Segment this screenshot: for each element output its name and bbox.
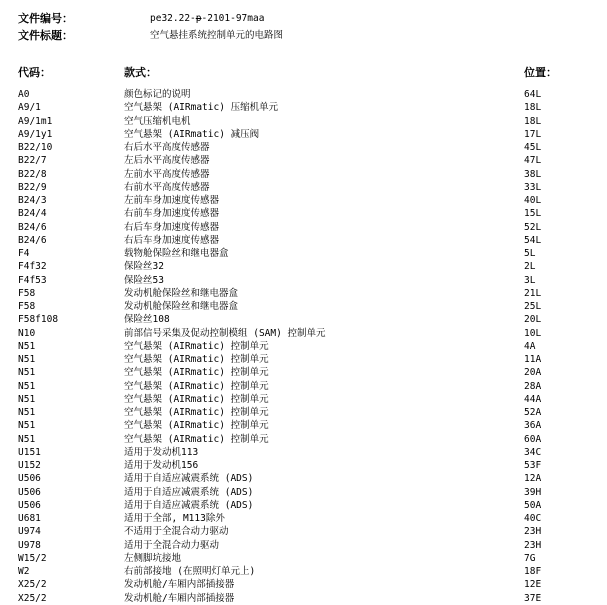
description-cell: 右前部接地 (在照明灯单元上) (124, 566, 256, 577)
position-cell: 39H (524, 486, 542, 498)
position-cell: 23H (524, 539, 542, 551)
list-item (0, 578, 607, 591)
description-cell: 发动机舱保险丝和继电器盒 (124, 301, 239, 312)
list-item (0, 181, 607, 194)
list-item (0, 565, 607, 578)
list-item (0, 221, 607, 234)
position-cell: 64L (524, 89, 542, 100)
description-cell: 适用于自适应减震系统 (ADS) (124, 473, 254, 485)
code-cell: N51 (18, 354, 36, 365)
code-cell: A9/1 (18, 102, 41, 114)
position-cell: 15L (524, 208, 542, 220)
description-cell: 发动机舱/车厢内部插接器 (124, 579, 235, 591)
list-item (0, 459, 607, 472)
list-item (0, 115, 607, 128)
code-cell: U151 (18, 446, 41, 458)
list-item (0, 433, 607, 446)
doc-number-prefix: pe32.22- (150, 13, 196, 24)
description-cell: 右后水平高度传感器 (124, 142, 210, 153)
code-cell: N51 (18, 407, 36, 418)
code-cell: U152 (18, 460, 41, 471)
description-cell: 空气悬架 (AIRmatic) 压缩机单元 (124, 102, 279, 114)
position-cell: 11A (524, 354, 542, 365)
list-item (0, 340, 607, 353)
position-cell: 60A (524, 433, 542, 445)
code-cell: B24/4 (18, 208, 47, 220)
list-item (0, 88, 607, 101)
position-cell: 38L (524, 168, 542, 180)
doc-title-label: 文件标题： (18, 29, 73, 42)
code-cell: B22/8 (18, 168, 47, 180)
position-cell: 52A (524, 407, 542, 418)
position-cell: 12A (524, 473, 542, 485)
position-cell: 18L (524, 102, 542, 114)
description-cell: 空气压缩机电机 (124, 115, 191, 127)
code-cell: N10 (18, 327, 36, 339)
code-cell: A9/1m1 (18, 115, 53, 127)
code-cell: N51 (18, 420, 36, 432)
position-cell: 47L (524, 155, 542, 167)
description-cell: 右后车身加速度传感器 (124, 234, 220, 246)
code-cell: F4f32 (18, 261, 47, 273)
position-cell: 18L (524, 115, 542, 127)
description-cell: 空气悬架 (AIRmatic) 控制单元 (124, 380, 269, 392)
list-item (0, 486, 607, 499)
list-item (0, 207, 607, 220)
description-cell: 保险丝108 (124, 314, 170, 326)
list-item (0, 499, 607, 512)
list-item (0, 393, 607, 406)
position-cell: 10L (524, 327, 542, 339)
description-cell: 空气悬架 (AIRmatic) 控制单元 (124, 433, 269, 445)
code-cell: U978 (18, 539, 41, 551)
list-item (0, 366, 607, 379)
column-header-desc: 款式： (124, 66, 157, 79)
code-cell: U974 (18, 526, 41, 538)
code-cell: U506 (18, 499, 41, 511)
column-header-code: 代码： (18, 66, 51, 79)
position-cell: 7G (524, 552, 536, 564)
description-cell: 保险丝53 (124, 274, 164, 286)
code-cell: A9/1y1 (18, 128, 53, 140)
description-cell: 发动机舱保险丝和继电器盒 (124, 287, 239, 299)
code-cell: F4f53 (18, 274, 47, 286)
list-item (0, 539, 607, 552)
doc-number-suffix: -2101-97maa (201, 13, 265, 24)
code-cell: W2 (18, 566, 30, 577)
description-cell: 适用于自适应减震系统 (ADS) (124, 499, 254, 511)
doc-number-value (150, 12, 264, 25)
description-cell: 空气悬架 (AIRmatic) 减压阀 (124, 128, 260, 140)
description-cell: 右后车身加速度传感器 (124, 221, 220, 233)
code-cell: N51 (18, 367, 36, 379)
column-header-pos: 位置： (524, 66, 557, 79)
description-cell: 右前水平高度传感器 (124, 181, 210, 193)
position-cell: 28A (524, 380, 542, 392)
code-cell: U506 (18, 486, 41, 498)
code-cell: N51 (18, 380, 36, 392)
code-cell: U681 (18, 513, 41, 524)
position-cell: 20L (524, 314, 542, 326)
description-cell: 适用于全混合动力驱动 (124, 539, 220, 551)
list-item (0, 247, 607, 260)
position-cell: 52L (524, 221, 542, 233)
position-cell: 18F (524, 566, 542, 577)
list-item (0, 406, 607, 419)
list-item (0, 313, 607, 326)
position-cell: 54L (524, 234, 542, 246)
description-cell: 保险丝32 (124, 261, 164, 273)
component-list (0, 88, 607, 605)
code-cell: F58 (18, 287, 36, 299)
list-item (0, 300, 607, 313)
description-cell: 载物舱保险丝和继电器盒 (124, 248, 229, 259)
description-cell: 不适用于全混合动力驱动 (124, 526, 229, 538)
code-cell: B24/6 (18, 221, 47, 233)
list-item (0, 380, 607, 393)
list-item (0, 128, 607, 141)
position-cell: 4A (524, 340, 536, 352)
list-item (0, 141, 607, 154)
description-cell: 左后水平高度传感器 (124, 155, 210, 167)
list-item (0, 234, 607, 247)
list-item (0, 525, 607, 538)
position-cell: 40C (524, 513, 542, 524)
description-cell: 空气悬架 (AIRmatic) 控制单元 (124, 407, 269, 418)
position-cell: 50A (524, 499, 542, 511)
description-cell: 右前车身加速度传感器 (124, 208, 220, 220)
doc-title-value: 空气悬挂系统控制单元的电路图 (150, 30, 284, 41)
code-cell: W15/2 (18, 552, 47, 564)
code-cell: B22/9 (18, 181, 47, 193)
description-cell: 空气悬架 (AIRmatic) 控制单元 (124, 340, 269, 352)
position-cell: 36A (524, 420, 542, 432)
description-cell: 适用于自适应减震系统 (ADS) (124, 486, 254, 498)
list-item (0, 327, 607, 340)
position-cell: 33L (524, 181, 542, 193)
position-cell: 5L (524, 248, 536, 259)
list-item (0, 419, 607, 432)
description-cell: 适用于发动机156 (124, 460, 199, 471)
description-cell: 空气悬架 (AIRmatic) 控制单元 (124, 393, 269, 405)
list-item (0, 353, 607, 366)
description-cell: 发动机舱/车厢内部插接器 (124, 592, 235, 604)
description-cell: 空气悬架 (AIRmatic) 控制单元 (124, 420, 269, 432)
description-cell: 左前车身加速度传感器 (124, 195, 220, 206)
position-cell: 53F (524, 460, 542, 471)
position-cell: 44A (524, 393, 542, 405)
list-item (0, 154, 607, 167)
doc-number-struck: p (195, 13, 202, 24)
code-cell: B24/6 (18, 234, 47, 246)
description-cell: 左侧脚坑接地 (124, 552, 182, 564)
position-cell: 45L (524, 142, 542, 153)
list-item (0, 194, 607, 207)
position-cell: 12E (524, 579, 542, 591)
position-cell: 21L (524, 287, 542, 299)
position-cell: 25L (524, 301, 542, 312)
doc-number-label: 文件编号： (18, 12, 73, 25)
list-item (0, 260, 607, 273)
list-item (0, 552, 607, 565)
code-cell: F58 (18, 301, 36, 312)
description-cell: 空气悬架 (AIRmatic) 控制单元 (124, 367, 269, 379)
code-cell: F58f108 (18, 314, 59, 326)
code-cell: A0 (18, 89, 30, 100)
list-item (0, 274, 607, 287)
position-cell: 34C (524, 446, 542, 458)
code-cell: X25/2 (18, 592, 47, 604)
position-cell: 3L (524, 274, 536, 286)
code-cell: N51 (18, 393, 36, 405)
description-cell: 颜色标记的说明 (124, 89, 191, 100)
code-cell: B22/10 (18, 142, 53, 153)
position-cell: 2L (524, 261, 536, 273)
code-cell: U506 (18, 473, 41, 485)
description-cell: 适用于全部, M113除外 (124, 513, 225, 524)
list-item (0, 512, 607, 525)
position-cell: 37E (524, 592, 542, 604)
list-item (0, 287, 607, 300)
code-cell: B22/7 (18, 155, 47, 167)
list-item (0, 472, 607, 485)
description-cell: 左前水平高度传感器 (124, 168, 210, 180)
code-cell: N51 (18, 340, 36, 352)
code-cell: N51 (18, 433, 36, 445)
position-cell: 40L (524, 195, 542, 206)
position-cell: 17L (524, 128, 542, 140)
list-item (0, 168, 607, 181)
description-cell: 前部信号采集及促动控制模组 (SAM) 控制单元 (124, 327, 326, 339)
position-cell: 20A (524, 367, 542, 379)
list-item (0, 101, 607, 114)
code-cell: F4 (18, 248, 30, 259)
code-cell: B24/3 (18, 195, 47, 206)
position-cell: 23H (524, 526, 542, 538)
description-cell: 空气悬架 (AIRmatic) 控制单元 (124, 354, 269, 365)
description-cell: 适用于发动机113 (124, 446, 199, 458)
code-cell: X25/2 (18, 579, 47, 591)
list-item (0, 446, 607, 459)
